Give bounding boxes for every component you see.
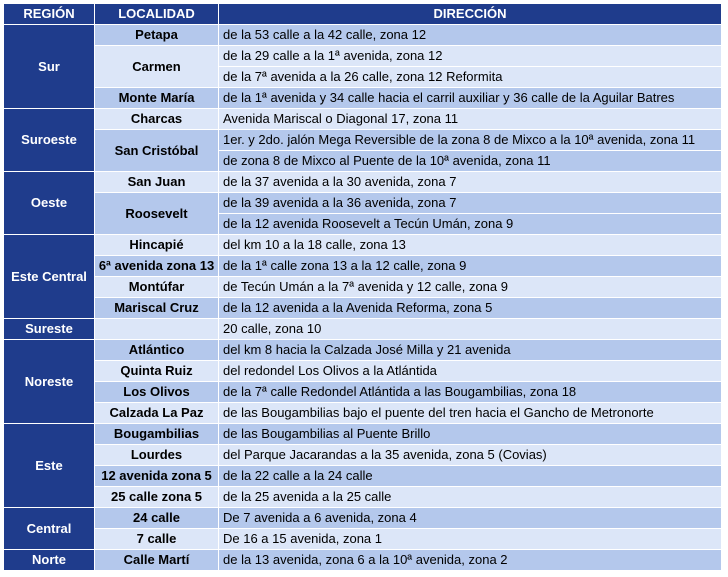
localidad-cell: 6ª avenida zona 13: [95, 256, 219, 277]
table-row: [4, 487, 722, 508]
route-table: [3, 3, 722, 571]
table-row: [4, 466, 722, 487]
direccion-cell: 1er. y 2do. jalón Mega Reversible de la zona 8 de Mixco a la 10ª avenida, zona 11: [219, 130, 722, 151]
localidad-cell: 25 calle zona 5: [95, 487, 219, 508]
direccion-cell: de Tecún Umán a la 7ª avenida y 12 calle, zona 9: [219, 277, 722, 298]
table-row: [4, 508, 722, 529]
region-cell: Suroeste: [4, 109, 95, 172]
direccion-cell: de la 1ª calle zona 13 a la 12 calle, zona 9: [219, 256, 722, 277]
localidad-cell: Quinta Ruiz: [95, 361, 219, 382]
table-row: [4, 340, 722, 361]
direccion-cell: de la 53 calle a la 42 calle, zona 12: [219, 25, 722, 46]
direccion-cell: de la 12 avenida a la Avenida Reforma, zona 5: [219, 298, 722, 319]
region-cell: Central: [4, 508, 95, 550]
direccion-cell: de la 25 avenida a la 25 calle: [219, 487, 722, 508]
direccion-cell: del Parque Jacarandas a la 35 avenida, zona 5 (Covias): [219, 445, 722, 466]
table-row: [4, 25, 722, 46]
table-row: [4, 529, 722, 550]
direccion-cell: Avenida Mariscal o Diagonal 17, zona 11: [219, 109, 722, 130]
localidad-cell: Atlántico: [95, 340, 219, 361]
table-row: [4, 424, 722, 445]
header-row: [4, 4, 722, 25]
table-row: [4, 109, 722, 130]
direccion-cell: del km 8 hacia la Calzada José Milla y 21 avenida: [219, 340, 722, 361]
localidad-cell: San Cristóbal: [95, 130, 219, 172]
localidad-cell: Bougambilias: [95, 424, 219, 445]
localidad-cell: 24 calle: [95, 508, 219, 529]
direccion-cell: de la 7ª calle Redondel Atlántida a las Bougambilias, zona 18: [219, 382, 722, 403]
direccion-cell: de las Bougambilias al Puente Brillo: [219, 424, 722, 445]
table-row: [4, 172, 722, 193]
direccion-cell: De 16 a 15 avenida, zona 1: [219, 529, 722, 550]
direccion-cell: De 7 avenida a 6 avenida, zona 4: [219, 508, 722, 529]
region-cell: Oeste: [4, 172, 95, 235]
table-row: [4, 46, 722, 67]
table-row: [4, 88, 722, 109]
localidad-cell: Hincapié: [95, 235, 219, 256]
direccion-cell: de la 29 calle a la 1ª avenida, zona 12: [219, 46, 722, 67]
localidad-cell: Roosevelt: [95, 193, 219, 235]
region-cell: Este: [4, 424, 95, 508]
localidad-cell: 7 calle: [95, 529, 219, 550]
table-row: [4, 256, 722, 277]
localidad-cell: Montúfar: [95, 277, 219, 298]
localidad-cell: Carmen: [95, 46, 219, 88]
direccion-cell: 20 calle, zona 10: [219, 319, 722, 340]
table-row: [4, 361, 722, 382]
direccion-cell: de la 13 avenida, zona 6 a la 10ª avenida, zona 2: [219, 550, 722, 571]
region-cell: Sur: [4, 25, 95, 109]
table-row: [4, 193, 722, 214]
localidad-cell: 12 avenida zona 5: [95, 466, 219, 487]
localidad-cell: [95, 319, 219, 340]
localidad-cell: San Juan: [95, 172, 219, 193]
direccion-cell: de la 22 calle a la 24 calle: [219, 466, 722, 487]
header-localidad: LOCALIDAD: [95, 4, 219, 25]
region-cell: Norte: [4, 550, 95, 571]
table-row: [4, 319, 722, 340]
localidad-cell: Mariscal Cruz: [95, 298, 219, 319]
table-row: [4, 445, 722, 466]
region-cell: Sureste: [4, 319, 95, 340]
localidad-cell: Lourdes: [95, 445, 219, 466]
direccion-cell: del redondel Los Olivos a la Atlántida: [219, 361, 722, 382]
direccion-cell: de zona 8 de Mixco al Puente de la 10ª avenida, zona 11: [219, 151, 722, 172]
direccion-cell: de las Bougambilias bajo el puente del tren hacia el Gancho de Metronorte: [219, 403, 722, 424]
localidad-cell: Calzada La Paz: [95, 403, 219, 424]
localidad-cell: Los Olivos: [95, 382, 219, 403]
direccion-cell: de la 1ª avenida y 34 calle hacia el carril auxiliar y 36 calle de la Aguilar Batres: [219, 88, 722, 109]
direccion-cell: de la 37 avenida a la 30 avenida, zona 7: [219, 172, 722, 193]
direccion-cell: del km 10 a la 18 calle, zona 13: [219, 235, 722, 256]
table-row: [4, 130, 722, 151]
table-row: [4, 403, 722, 424]
route-table-container: [3, 3, 722, 571]
table-row: [4, 550, 722, 571]
localidad-cell: Charcas: [95, 109, 219, 130]
table-row: [4, 382, 722, 403]
header-direccion: DIRECCIÓN: [219, 4, 722, 25]
localidad-cell: Monte María: [95, 88, 219, 109]
table-row: [4, 277, 722, 298]
direccion-cell: de la 12 avenida Roosevelt a Tecún Umán, zona 9: [219, 214, 722, 235]
table-body: [4, 25, 722, 571]
region-cell: Este Central: [4, 235, 95, 319]
table-row: [4, 235, 722, 256]
localidad-cell: Petapa: [95, 25, 219, 46]
localidad-cell: Calle Martí: [95, 550, 219, 571]
direccion-cell: de la 7ª avenida a la 26 calle, zona 12 Reformita: [219, 67, 722, 88]
header-region: REGIÓN: [4, 4, 95, 25]
table-row: [4, 298, 722, 319]
region-cell: Noreste: [4, 340, 95, 424]
direccion-cell: de la 39 avenida a la 36 avenida, zona 7: [219, 193, 722, 214]
